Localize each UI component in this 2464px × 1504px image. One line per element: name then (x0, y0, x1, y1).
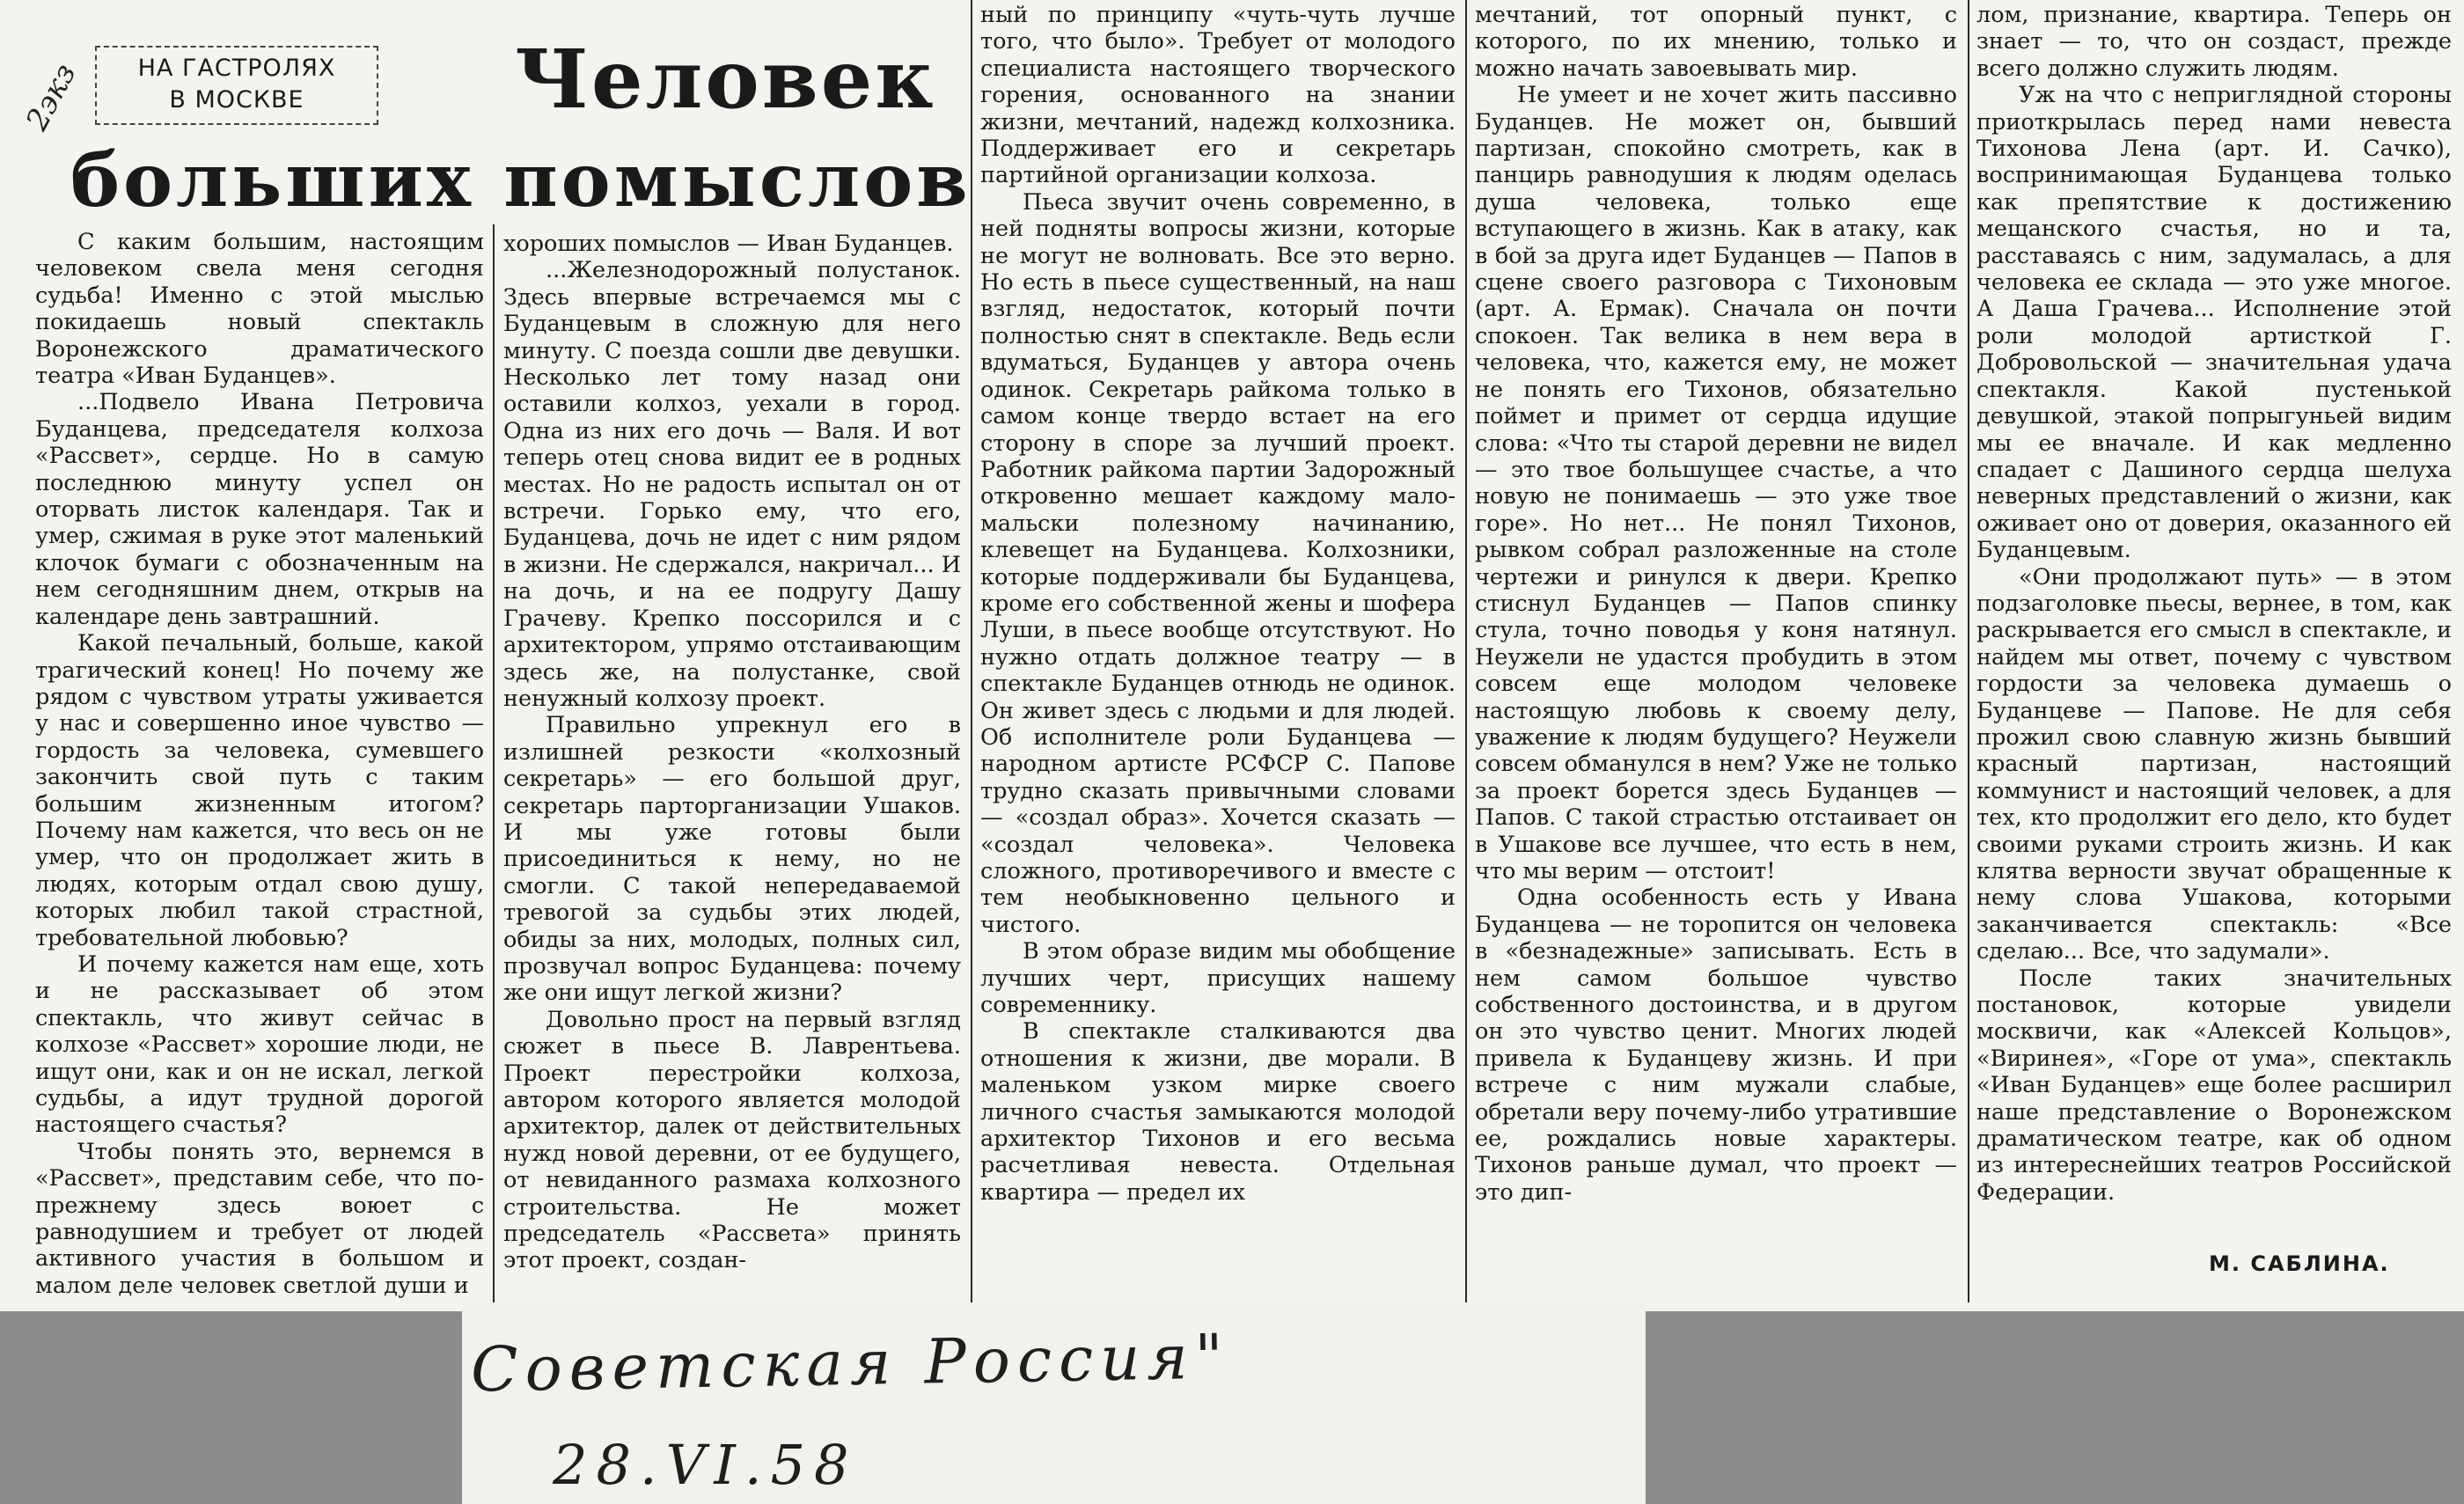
article-paragraph: И почему кажется нам еще, хоть и не рассказывает об этом спектакль, что живут сейчас в колхозе «Рассвет» хорошие люди, не ищут они, как и он не искал, легкой судьбы, а идут трудной дорогой настоящего счастья? (35, 950, 484, 1139)
rubric-line: НА ГАСТРОЛЯХ (137, 55, 336, 82)
article-paragraph: Правильно упрекнул его в излишней резкости «колхозный секретарь» — его большой друг, секретарь парторганизации Ушаков. И мы уже готовы были присоединиться к нему, но не смогли. С такой непередаваемой тревогой за судьбы этих людей, обиды за них, молодых, полных сил, прозвучал вопрос Буданцева: почему же они ищут легкой жизни? (503, 712, 961, 1007)
article-paragraph: Какой печальный, больше, какой трагический конец! Но почему же рядом с чувством утраты уживается у нас и совершенно иное чувство — гордость за человека, сумевшего закончить свой путь с таким большим жизненным итогом? Почему нам кажется, что весь он не умер, что он продолжает жить в людях, которым отдал свою душу, которых любил такой страстной, требовательной любовью? (35, 630, 484, 951)
article-paragraph: Чтобы понять это, вернемся в «Рассвет», представим себе, что по-прежнему здесь воюет с равнодушием и требует от людей активного участия в большом и малом деле человек светлой души и (35, 1138, 484, 1299)
article-paragraph: «Они продолжают путь» — в этом подзаголовке пьесы, вернее, в том, как раскрывается его смысл в спектакле, и найдем мы ответ, почему с чувством гордости за человека думаешь о Буданцеве — Папове. Не для себя прожил свою славную жизнь бывший красный партизан, настоящий коммунист и настоящий человек, а для тех, кто продолжит его дело, кто будет своими руками строить жизнь. И как клятва верности звучат обращенные к нему слова Ушакова, которыми заканчивается спектакль: «Все сделаю... Все, что задумали». (1976, 563, 2452, 965)
handwritten-source-note: Советская Россия" (470, 1320, 1231, 1406)
article-paragraph: С каким большим, настоящим человеком свела меня сегодня судьба! Именно с этой мыслью покидаешь новый спектакль Воронежского драматического театра «Иван Буданцев». (35, 229, 484, 390)
article-title-line2: больших помыслов (70, 136, 972, 224)
article-paragraph: В этом образе видим мы обобщение лучших черт, присущих нашему современнику. (980, 938, 1456, 1019)
article-title-line1: Человек (515, 32, 936, 127)
article-paragraph: Довольно прост на первый взгляд сюжет в пьесе В. Лаврентьева. Проект перестройки колхоза, автором которого является молодой архитектор, далек от действительных нужд новой деревни, от ее будущего, от невиданного размаха колхозного строительства. Не может председатель «Рассвета» принять этот проект, создан- (503, 1006, 961, 1274)
article-column-1 (35, 229, 484, 1302)
article-column-2 (503, 231, 961, 1304)
article-paragraph: мечтаний, тот опорный пункт, с которого, по их мнению, только и можно начать завоевывать мир. (1475, 2, 1957, 82)
handwritten-date-note: 28.VI.58 (553, 1433, 858, 1497)
column-divider (493, 224, 495, 1302)
rubric-line: В МОСКВЕ (169, 86, 304, 114)
column-divider (1968, 0, 1969, 1302)
author-signature: М. САБЛИНА. (2209, 1251, 2390, 1276)
article-paragraph: Пьеса звучит очень современно, в ней подняты вопросы жизни, которые не могут не волновать. Все это верно. Но есть в пьесе существенный, на наш взгляд, недостаток, который почти полностью снят в спектакле. Ведь если вдуматься, Буданцев у автора очень одинок. Секретарь райкома только в самом конце твердо встает на его сторону в споре за лучший проект. Работник райкома партии Задорожный откровенно мешает каждому мало-мальски полезному начинанию, клевещет на Буданцева. Колхозники, которые поддерживали бы Буданцева, кроме его собственной жены и шофера Луши, в пьесе вообще отсутствуют. Но нужно отдать должное театру — в спектакле Буданцев отнюдь не одинок. Он живет здесь с людьми и для людей. Об исполнителе роли Буданцева — народном артисте РСФСР С. Папове трудно сказать привычными словами — «создал образ». Хочется сказать — «создал человека». Человека сложного, противоречивого и вместе с тем необыкновенно цельного и чистого. (980, 188, 1456, 938)
article-paragraph: В спектакле сталкиваются два отношения к жизни, две морали. В маленьком узком мирке своего личного счастья замыкаются молодой архитектор Тихонов и его весьма расчетливая невеста. Отдельная квартира — предел их (980, 1018, 1456, 1206)
article-paragraph: Не умеет и не хочет жить пассивно Буданцев. Не может он, бывший партизан, спокойно смотреть, как в панцирь равнодушия к людям оделась душа человека, только еще вступающего в жизнь. Как в атаку, как в бой за друга идет Буданцев — Папов в сцене своего разговора с Тихоновым (арт. А. Ермак). Сначала он почти спокоен. Так велика в нем вера в человека, что, кажется ему, не может не понять его Тихонов, обязательно поймет и примет от сердца идущие слова: «Что ты старой деревни не видел — это твое большущее счастье, а что новую не понимаешь — это уже твое горе». Но нет... Не понял Тихонов, рывком собрал разложенные на столе чертежи и ринулся к двери. Крепко стиснул Буданцев — Папов спинку стула, точно поводья у коня натянул. Неужели не удастся пробудить в этом совсем еще молодом человеке настоящую любовь к своему делу, уважение к людям будущего? Неужели совсем обманулся в нем? Уже не только за проект борется здесь Буданцев — Папов. С такой страстью отстаивает он в Ушакове все лучшее, что есть в нем, что мы верим — отстоит! (1475, 82, 1957, 884)
article-paragraph: Одна особенность есть у Ивана Буданцева — не торопится он человека в «безнадежные» записывать. Есть в нем самом большое чувство собственного достоинства, и в другом он это чувство ценит. Многих людей привела к Буданцеву жизнь. И при встрече с ним мужали слабые, обретали веру почему-либо утратившие ее, рождались новые характеры. Тихонов раньше думал, что проект — это дип- (1475, 884, 1957, 1206)
article-paragraph: После таких значительных постановок, которые увидели москвичи, как «Алексей Кольцов», «Виринея», «Горе от ума», спектакль «Иван Буданцев» еще более расширил наше представление о Воронежском драматическом театре, как об одном из интереснейших театров Российской Федерации. (1976, 965, 2452, 1206)
column-divider (971, 0, 972, 1302)
article-paragraph: ...Железнодорожный полустанок. Здесь впервые встречаемся мы с Буданцевым в сложную для него минуту. С поезда сошли две девушки. Несколько лет тому назад они оставили колхоз, уехали в город. Одна из них его дочь — Валя. И вот теперь отец снова видит ее в родных местах. Но не радость испытал он от встречи. Горько ему, что его, Буданцева, дочь не идет с ним рядом в жизни. Не сдержался, накричал... И на дочь, и на ее подругу Дашу Грачеву. Крепко поссорился и с архитектором, упрямо отстаивающим здесь же, на полустанке, свой ненужный колхозу проект. (503, 257, 961, 712)
article-column-4 (1475, 2, 1957, 1302)
handwritten-copies-mark: 2экз (19, 57, 84, 136)
article-paragraph: ...Подвело Ивана Петровича Буданцева, председателя колхоза «Рассвет», сердце. Но в самую последнюю минуту успел он оторвать листок календаря. Так и умер, сжимая в руке этот маленький клочок бумаги с обозначенным на нем сегодняшним днем, открыв на календаре день завтрашний. (35, 389, 484, 630)
article-paragraph: лом, признание, квартира. Теперь он знает — то, что он создаст, прежде всего должно служить людям. (1976, 2, 2452, 82)
article-column-3 (980, 2, 1456, 1302)
column-divider (1465, 0, 1467, 1302)
article-paragraph: Уж на что с неприглядной стороны приоткрылась перед нами невеста Тихонова Лена (арт. И. Сачко), воспринимающая Буданцева только как препятствие к достижению мещанского счастья, но и та, расставаясь с ним, задумалась, а для человека ее склада — это уже многое. А Даша Грачева... Исполнение этой роли молодой артисткой Г. Добровольской — значительная удача спектакля. Какой пустенькой девушкой, этакой попрыгуньей видим мы ее вначале. И как медленно спадает с Дашиного сердца шелуха неверных представлений о жизни, как оживает оно от доверия, оказанного ей Буданцевым. (1976, 82, 2452, 564)
article-paragraph: хороших помыслов — Иван Буданцев. (503, 231, 954, 257)
section-rubric (95, 46, 378, 125)
article-paragraph: ный по принципу «чуть-чуть лучше того, что было». Требует от молодого специалиста настоящего творческого горения, основанного на знании жизни, мечтаний, надежд колхозника. Поддерживает его и секретарь партийной организации колхоза. (980, 2, 1456, 189)
article-column-5 (1976, 2, 2452, 1238)
